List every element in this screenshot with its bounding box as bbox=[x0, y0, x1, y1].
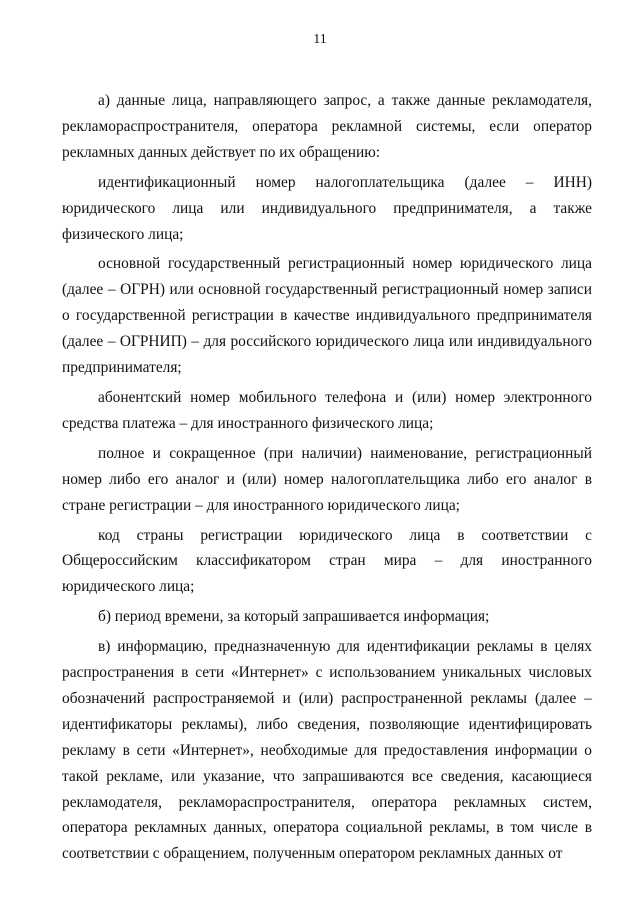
paragraph-v: в) информацию, предназначенную для идентификации рекламы в целях распространения в сети «Интернет» с использованием уникальных числовых обозначений распространяемой и (или) распространенной рекламы (далее – идентификаторы рекламы), либо сведения, позволяющие идентифицировать рекламу в сети «Интернет», необходимые для предоставления информации о такой рекламе, или указание, что запрашиваются все сведения, касающиеся рекламодателя, рекламораспространителя, оператора рекламных систем, оператора рекламных данных, оператора социальной рекламы, в том числе в соответствии с обращением, полученным оператором рекламных данных от bbox=[62, 638, 592, 863]
paragraph-phone: абонентский номер мобильного телефона и (или) номер электронного средства платежа – для иностранного физического лица; bbox=[62, 388, 592, 432]
paragraph-ogrn: основной государственный регистрационный номер юридического лица (далее – ОГРН) или основной государственный регистрационный номер записи о государственной регистрации в качестве индивидуального предпринимателя (далее – ОГРНИП) – для российского юридического лица или индивидуального предпринимателя; bbox=[62, 255, 592, 377]
paragraph-inn: идентификационный номер налогоплательщика (далее – ИНН) юридического лица или индивидуального предпринимателя, а также физического лица; bbox=[62, 173, 592, 243]
paragraph-foreign-name: полное и сокращенное (при наличии) наименование, регистрационный номер либо его аналог и (или) номер налогоплательщика либо его аналог в стране регистрации – для иностранного юридического лица; bbox=[62, 444, 592, 514]
page-number: 11 bbox=[313, 32, 327, 47]
paragraph-country-code: код страны регистрации юридического лица в соответствии с Общероссийским классификатором стран мира – для иностранного юридического лица; bbox=[62, 526, 592, 596]
document-body bbox=[62, 88, 592, 871]
paragraph-a: а) данные лица, направляющего запрос, а также данные рекламодателя, рекламораспространителя, оператора рекламной системы, если оператор рекламных данных действует по их обращению: bbox=[62, 92, 592, 161]
paragraph-b: б) период времени, за который запрашивается информация; bbox=[98, 608, 490, 626]
